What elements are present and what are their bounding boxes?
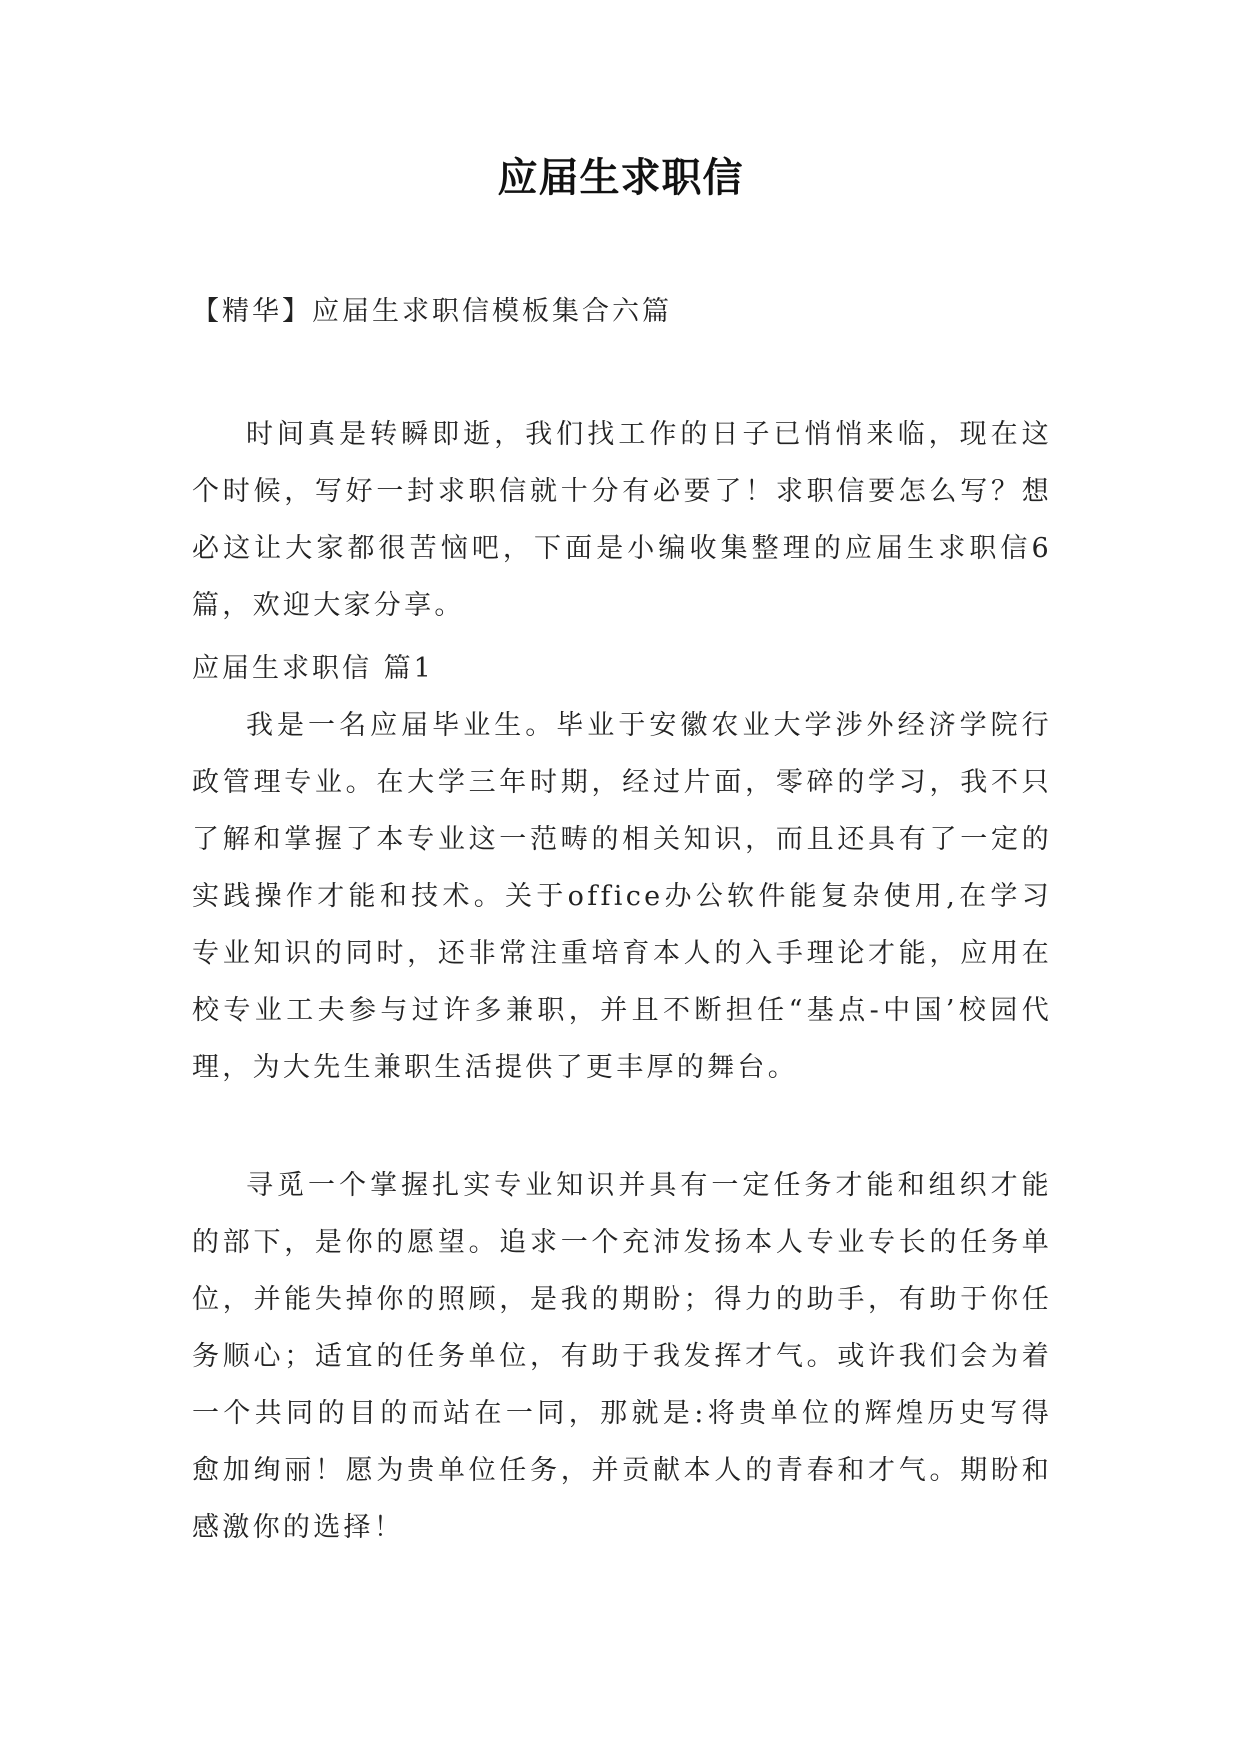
section-heading: 应届生求职信 篇1 <box>192 653 434 684</box>
body-paragraph-2: 寻觅一个掌握扎实专业知识并具有一定任务才能和组织才能的部下，是你的愿望。追求一个充沛发扬本人专业专长的任务单位，并能失掉你的照顾，是我的期盼；得力的助手，有助于你任务顺心；适宜的任务单位，有助于我发挥才气。或许我们会为着一个共同的目的而站在一同，那就是:将贵单位的辉煌历史写得愈加绚丽！愿为贵单位任务，并贡献本人的青春和才气。期盼和感激你的选择！ <box>192 1170 1052 1543</box>
intro-paragraph: 时间真是转瞬即逝，我们找工作的日子已悄悄来临，现在这个时候，写好一封求职信就十分有必要了！求职信要怎么写？想必这让大家都很苦恼吧，下面是小编收集整理的应届生求职信6篇，欢迎大家分享。 <box>192 419 1052 621</box>
document-title: 应届生求职信 <box>497 154 744 201</box>
body-paragraph-1: 我是一名应届毕业生。毕业于安徽农业大学涉外经济学院行政管理专业。在大学三年时期，经过片面，零碎的学习，我不只了解和掌握了本专业这一范畴的相关知识，而且还具有了一定的实践操作才能和技术。关于office办公软件能复杂使用,在学习专业知识的同时，还非常注重培育本人的入手理论才能，应用在校专业工夫参与过许多兼职，并且不断担任“基点-中国’校园代理，为大先生兼职生活提供了更丰厚的舞台。 <box>192 710 1052 1083</box>
document-subtitle: 【精华】应届生求职信模板集合六篇 <box>192 296 672 327</box>
